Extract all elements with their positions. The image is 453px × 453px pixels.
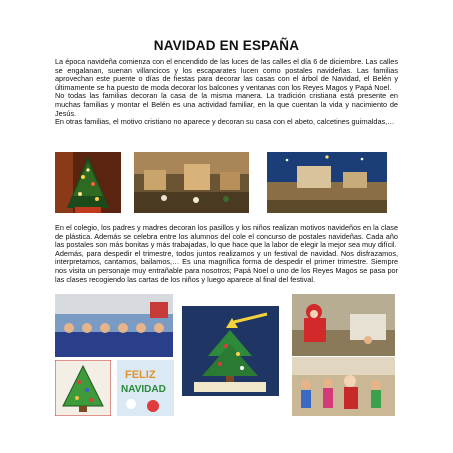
paragraph-1: La época navideña comienza con el encendido de las luces de las calles el día 6 de diciembre. Las calles se engalanan, suenan villancicos y los escaparates lucen como postales navideñas. Las familias aprovechan este puente o días de fiestas para decorar las casas con el árbol de Navidad, el Belén y últimamente se ha puesto de moda decorar los balcones y ventanas con los Reyes Magos y Papá Noel.: [55, 57, 398, 92]
tree-drawing-card: [55, 360, 111, 416]
children-festival-photo: [55, 294, 173, 357]
nativity-scene-photo-2: [267, 152, 387, 213]
paragraph-4: En el colegio, los padres y madres decoran los pasillos y los niños realizan motivos navideños en la clase de plástica. Además se celebra entre los alumnos del cole el concurso de postales navideñas. Cada año las postales son más bonitas y más trabajadas, lo que hace que la labor de elegir la mejor sea muy difícil.: [55, 223, 398, 250]
christmas-tree-photo: [55, 152, 121, 213]
paragraph-2: No todas las familias decoran la casa de la misma manera. La tradición cristiana está presente en muchas familias y montar el Belén es una actividad familiar, en la que cuentan la vida y nacimiento de Jesús.: [55, 91, 398, 118]
santa-visit-photo: [292, 294, 395, 356]
intro-text: [55, 58, 398, 127]
svg-text:NAVIDAD: NAVIDAD: [121, 384, 166, 395]
school-text: [55, 224, 398, 284]
paragraph-5: Además, para despedir el trimestre, todos juntos realizamos y un festival de navidad. Nos disfrazamos, interpretamos, cantamos, bailamos,… Es una magnífica forma de despedir el primer trimestre. Siempre nos visita un personaje muy entrañable para nosotros; Papá Noel o uno de los Reyes Magos se pasa por las clases recogiendo las cartas de los niños y luego aparece al final del festival.: [55, 248, 398, 284]
feliz-navidad-card: [117, 360, 174, 416]
nativity-scene-photo-1: [134, 152, 249, 213]
christmas-tree-card: [182, 306, 279, 396]
school-party-photo: [292, 357, 395, 416]
svg-text:FELIZ: FELIZ: [125, 369, 156, 381]
page-title: NAVIDAD EN ESPAÑA: [153, 38, 300, 53]
paragraph-3: En otras familias, el motivo cristiano no aparece y decoran su casa con el abeto, calcetines guirnaldas,…: [55, 117, 395, 127]
